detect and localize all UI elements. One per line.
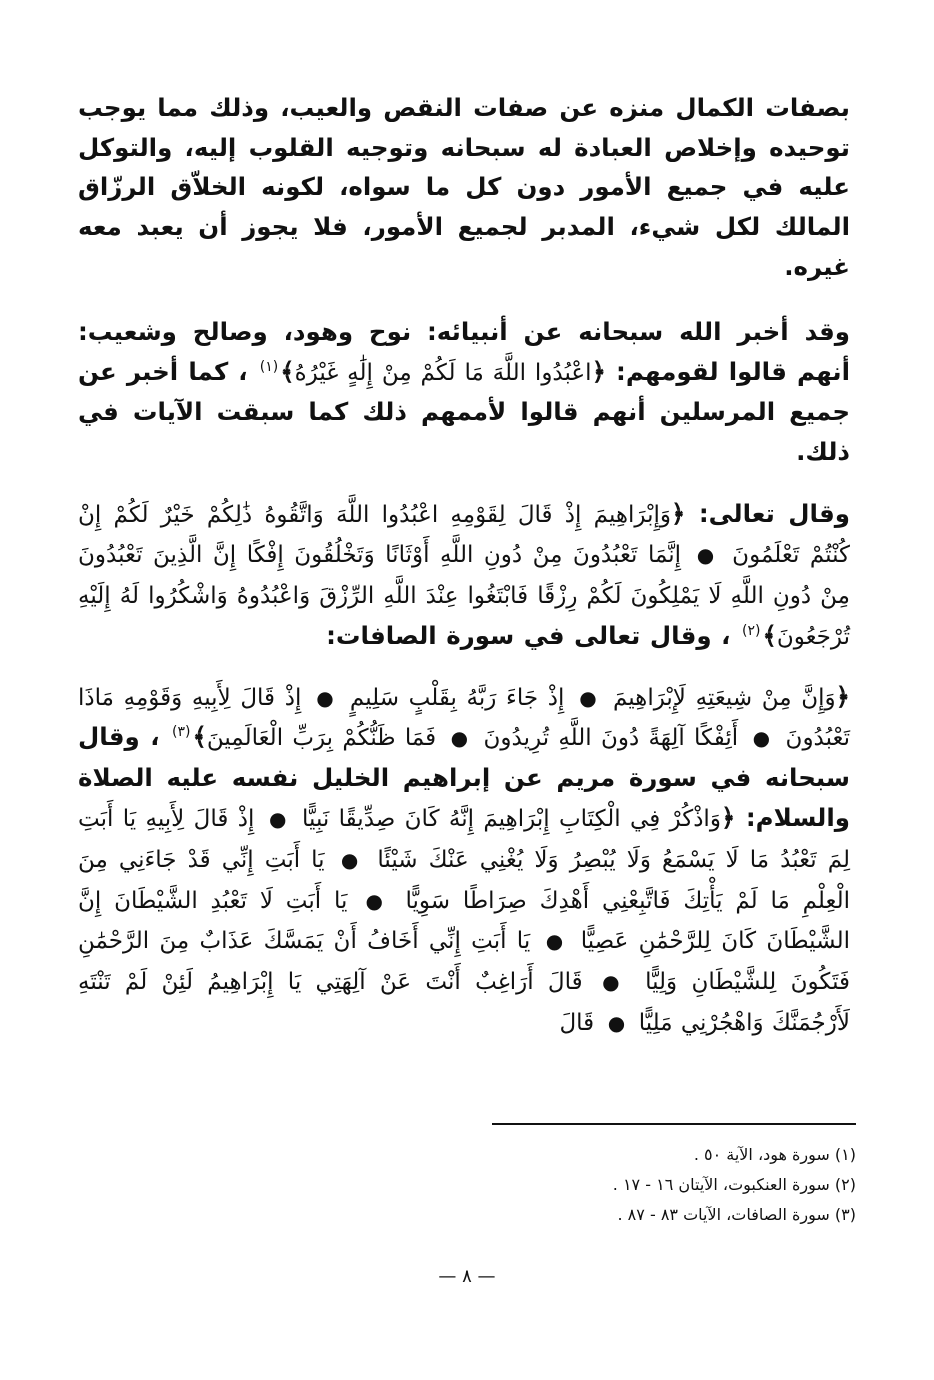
footnote-3: (٣) سورة الصافات، الآيات ٨٣ - ٨٧ . <box>617 1205 856 1224</box>
paragraph-2-intro: وقد أخبر الله سبحانه عن أنبيائه: نوح وهود، وصالح وشعيب: أنهم قالوا لقومهم: <box>78 317 851 387</box>
paragraph-1-text: بصفات الكمال منزه عن صفات النقص والعيب، وذلك مما يوجب توحيده وإخلاص العبادة له سبحانه وتوجيه القلوب إليه، والتوكل عليه في جميع الأمور دون كل ما سواه، لكونه الخلاّق الرزّاق المالك لكل شيء، المدبر لجميع الأمور، فلا يجوز أن يعبد معه غيره. <box>78 93 850 281</box>
quran-verse: إِذْ قَالَ لِأَبِيهِ وَقَوْمِهِ مَاذَا تَعْبُدُونَ <box>78 684 851 752</box>
footnotes <box>336 1140 856 1230</box>
quran-verse: وَإِبْرَاهِيمَ إِذْ قَالَ لِقَوْمِهِ اعْبُدُوا اللَّهَ وَاتَّقُوهُ ذَٰلِكُمْ خَيْرٌ لَكُمْ إِنْ كُنْتُمْ تَعْلَمُونَ <box>78 501 850 569</box>
quran-verse: وَاذْكُرْ فِي الْكِتَابِ إِبْرَاهِيمَ إِنَّهُ كَانَ صِدِّيقًا نَبِيًّا <box>302 806 721 833</box>
verse-separator-icon: ● <box>268 807 288 832</box>
paragraph-3-after: ، وقال تعالى في سورة الصافات: <box>326 620 731 650</box>
verse-separator-icon: ● <box>752 726 772 751</box>
footnote-ref-1[interactable]: (١) <box>259 358 279 375</box>
footnote-1: (١) سورة هود، الآية ٥٠ . <box>693 1145 856 1164</box>
quran-verse: أَئِفْكًا آلِهَةً دُونَ اللَّهِ تُرِيدُونَ <box>483 725 739 752</box>
verse-separator-icon: ● <box>602 970 626 995</box>
verse-separator-icon: ● <box>607 1010 626 1035</box>
quran-verse: فَمَا ظَنُّكُمْ بِرَبِّ الْعَالَمِينَ <box>206 725 437 752</box>
paragraph-4 <box>78 677 850 1043</box>
page-number: — ٨ — <box>438 1266 496 1287</box>
paragraph-3 <box>78 494 850 657</box>
quran-close-bracket: ﴾ <box>192 722 207 752</box>
quran-verse: إِذْ قَالَ لِأَبِيهِ يَا أَبَتِ لِمَ تَعْبُدُ مَا لَا يَسْمَعُ وَلَا يُبْصِرُ وَلَا يُغْنِي عَنْكَ شَيْئًا <box>78 806 851 873</box>
quran-verse: إِذْ جَاءَ رَبَّهُ بِقَلْبٍ سَلِيمٍ <box>349 684 565 711</box>
quran-close-bracket: ﴾ <box>762 620 777 650</box>
verse-separator-icon: ● <box>579 685 599 710</box>
quran-open-bracket: ﴿ <box>591 357 606 387</box>
verse-separator-icon: ● <box>545 929 566 954</box>
paragraph-4-mid: ، وقال سبحانه في سورة مريم عن إبراهيم الخليل نفسه عليه الصلاة والسلام: <box>78 722 850 833</box>
footnote-divider <box>492 1123 856 1125</box>
quran-open-bracket: ﴿ <box>720 803 736 833</box>
footnote-ref-2[interactable]: (٢) <box>741 622 761 639</box>
quran-verse: يَا أَبَتِ إِنِّي قَدْ جَاءَنِي مِنَ الْعِلْمِ مَا لَمْ يَأْتِكَ فَاتَّبِعْنِي أَهْدِكَ صِرَاطًا سَوِيًّا <box>78 846 851 914</box>
verse-separator-icon: ● <box>696 543 717 568</box>
footnote-ref-3[interactable]: (٣) <box>172 724 191 741</box>
quran-close-bracket: ﴾ <box>280 357 295 387</box>
quran-verse: يَا أَبَتِ لَا تَعْبُدِ الشَّيْطَانَ إِنَّ الشَّيْطَانَ كَانَ لِلرَّحْمَٰنِ عَصِيًّا <box>78 887 850 955</box>
quran-verse: يَا أَبَتِ إِنِّي أَخَافُ أَنْ يَمَسَّكَ عَذَابٌ مِنَ الرَّحْمَٰنِ فَتَكُونَ لِلشَّيْطَانِ وَلِيًّا <box>78 928 850 996</box>
verse-separator-icon: ● <box>340 847 362 872</box>
quran-verse: إِنَّمَا تَعْبُدُونَ مِنْ دُونِ اللَّهِ أَوْثَانًا وَتَخْلُقُونَ إِفْكًا إِنَّ الَّذِينَ تَعْبُدُونَ مِنْ دُونِ اللَّهِ لَا يَمْلِكُونَ لَكُمْ رِزْقًا فَابْتَغُوا عِنْدَ اللَّهِ الرِّزْقَ وَاعْبُدُوهُ وَاشْكُرُوا لَهُ إِلَيْهِ تُرْجَعُونَ <box>78 542 850 650</box>
quran-verse: وَإِنَّ مِنْ شِيعَتِهِ لَإِبْرَاهِيمَ <box>612 684 836 711</box>
paragraph-2 <box>78 312 850 471</box>
footnote-2: (٢) سورة العنكبوت، الآيتان ١٦ - ١٧ . <box>612 1175 856 1194</box>
quran-verse: اعْبُدُوا اللَّهَ مَا لَكُمْ مِنْ إِلَٰهٍ غَيْرُهُ <box>294 360 592 387</box>
verse-separator-icon: ● <box>365 888 388 913</box>
quran-open-bracket: ﴿ <box>835 681 851 711</box>
paragraph-2-after: ، كما أخبر عن جميع المرسلين أنهم قالوا لأممهم ذلك كما سبقت الآيات في ذلك. <box>78 357 850 467</box>
verse-separator-icon: ● <box>316 685 336 710</box>
quran-open-bracket: ﴿ <box>671 498 686 528</box>
paragraph-1 <box>78 88 850 286</box>
quran-verse: قَالَ <box>559 1009 595 1036</box>
quran-verse: قَالَ أَرَاغِبٌ أَنْتَ عَنْ آلِهَتِي يَا إِبْرَاهِيمُ لَئِنْ لَمْ تَنْتَهِ لَأَرْجُمَنَّكَ وَاهْجُرْنِي مَلِيًّا <box>78 969 850 1036</box>
page-body <box>78 88 850 1043</box>
verse-separator-icon: ● <box>450 726 470 751</box>
paragraph-3-intro: وقال تعالى: <box>698 498 850 528</box>
